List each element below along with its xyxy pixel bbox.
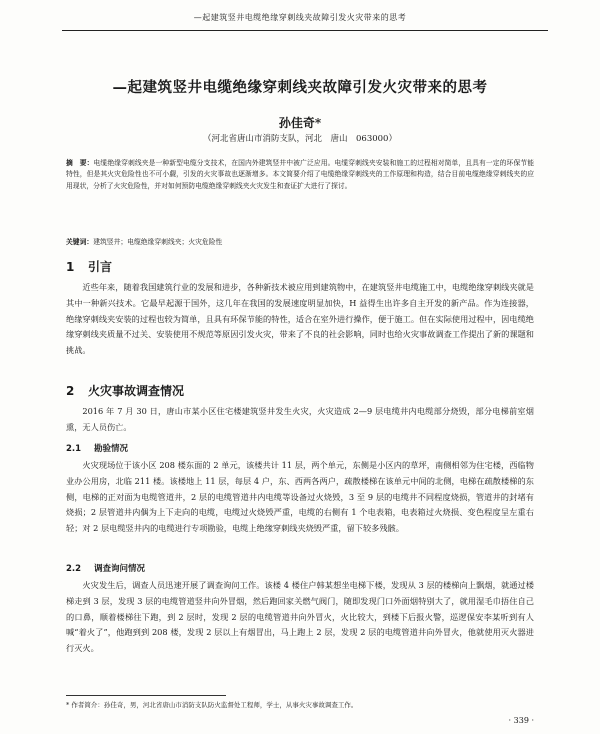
- running-head: —起建筑竖井电缆绝缘穿刺线夹故障引发火灾带来的思考: [193, 13, 407, 22]
- section-paragraph-investigation: 2016 年 7 月 30 日，唐山市某小区住宅楼建筑竖井发生火灾，火灾造成 2—9 层电缆井内电缆部分烧毁，部分电梯前室烟熏，无人员伤亡。: [66, 406, 534, 432]
- abstract-text: 电缆绝缘穿刺线夹是一种新型电缆分支技术，在国内外建筑竖井中被广泛应用。电缆穿刺线夹安装和施工的过程相对简单，且具有一定的环保节能特性，但是其火灾危险性也不可小觑，引发的火灾事故也逐渐增多。本文简要介绍了电缆绝缘穿刺线夹的工作原理和构造，结合目前电缆绝缘穿刺线夹的应用现状，分析了火灾危险性，并对如何预防电缆绝缘穿刺线夹火灾发生和查证扩大进行了探讨。: [66, 159, 535, 190]
- footnote-rule: [66, 695, 226, 696]
- keywords: [66, 237, 534, 247]
- header-rule: [62, 30, 548, 31]
- subsection-number: 2.2: [66, 564, 82, 574]
- section-title: 引言: [88, 260, 113, 274]
- page-number: · 339 ·: [508, 716, 534, 725]
- section-heading-2: [66, 382, 184, 399]
- abstract: [66, 158, 534, 192]
- subsection-title: 调查询问情况: [94, 564, 146, 574]
- subsection-heading-2-2: [66, 562, 145, 574]
- paper-title: —起建筑竖井电缆绝缘穿刺线夹故障引发火灾带来的思考: [112, 80, 488, 96]
- section-heading-1: [66, 258, 112, 275]
- subsection-paragraph-survey: 火灾现场位于该小区 208 楼东面的 2 单元，该楼共计 11 层，两个单元，东侧是小区内的草坪，南侧相邻为住宅楼，西临物业办公用房，北临 211 楼。该楼地上 11 层，每层 4 户，东、西两各两户，疏散楼梯在该单元中间的北侧，电梯在疏散楼梯的东侧，电梯的正对面为电缆管道井，2 层的电缆管道井内电缆等设备过火烧毁，3 至 9 层的电缆井不同程度烧损，管道井的封堵有烧损；2 层管道井内偶为上下走向的电缆，电缆过火烧毁严重，电缆的右侧有 1 个电表箱，电表箱过火烧损、变色程度呈左重右轻；对 2 层电缆竖井内的电缆进行专项勘验，电缆上绝缘穿刺线夹烧毁严重，留下较多残骸。: [66, 460, 534, 534]
- section-title: 火灾事故调查情况: [88, 384, 185, 398]
- author-footnote: * 作者简介：孙佳奇，男，河北省唐山市消防支队防火监督处工程师，学士，从事火灾事故调查工作。: [66, 701, 358, 709]
- section-paragraph-intro: 近些年来，随着我国建筑行业的发展和进步，各种新技术被应用到建筑物中，在建筑竖井电缆施工中，电缆绝缘穿刺线夹就是其中一种新兴技术。它最早起源于国外，这几年在我国的发展速度明显加快，H 益得生出许多自主开发的新产品。作为连接器，绝缘穿刺线夹安装的过程也较为简单，且具有环保节能的特性，适合在室外进行操作，便于施工。但在实际使用过程中，因电缆绝缘穿刺线夹质量不过关、安装使用不规范等原因引发火灾，带来了不良的社会影响，同时也给火灾事故调查工作提出了新的课题和挑战。: [66, 282, 534, 356]
- subsection-heading-2-1: [66, 442, 128, 454]
- subsection-paragraph-inquiry: 火灾发生后，调查人员迅速开展了调查询问工作。该楼 4 楼住户韩某想坐电梯下楼，发现从 3 层的楼梯向上飘烟，就通过楼梯走到 3 层，发现 3 层的电缆管道竖井向外冒烟，然后跑回家关燃气阀门，随即发现门口外面烟特别大了，就用湿毛巾捂住自己的口鼻，顺着楼梯往下跑，到 2 层时，发现 2 层的电缆管道井向外冒火，火比较大，到楼下后报火警，巡逻保安李某听到有人喊“着火了”，他跑到到 208 楼，发现 2 层以上有烟冒出，马上跑上 2 层，发现 2 层的电缆管道井向外冒火，他就使用灭火器进行灭火。: [66, 580, 534, 654]
- author-name: 孙佳奇*: [278, 116, 322, 130]
- keywords-label: 关键词：: [66, 238, 94, 246]
- subsection-number: 2.1: [66, 444, 82, 454]
- section-number: 2: [66, 384, 75, 398]
- subsection-title: 勘验情况: [94, 444, 129, 454]
- section-number: 1: [66, 260, 75, 274]
- abstract-label: 摘 要：: [66, 159, 94, 167]
- author-affiliation: （河北省唐山市消防支队，河北 唐山 063000）: [203, 134, 397, 144]
- keywords-text: 建筑竖井；电缆绝缘穿刺线夹；火灾危险性: [93, 238, 223, 246]
